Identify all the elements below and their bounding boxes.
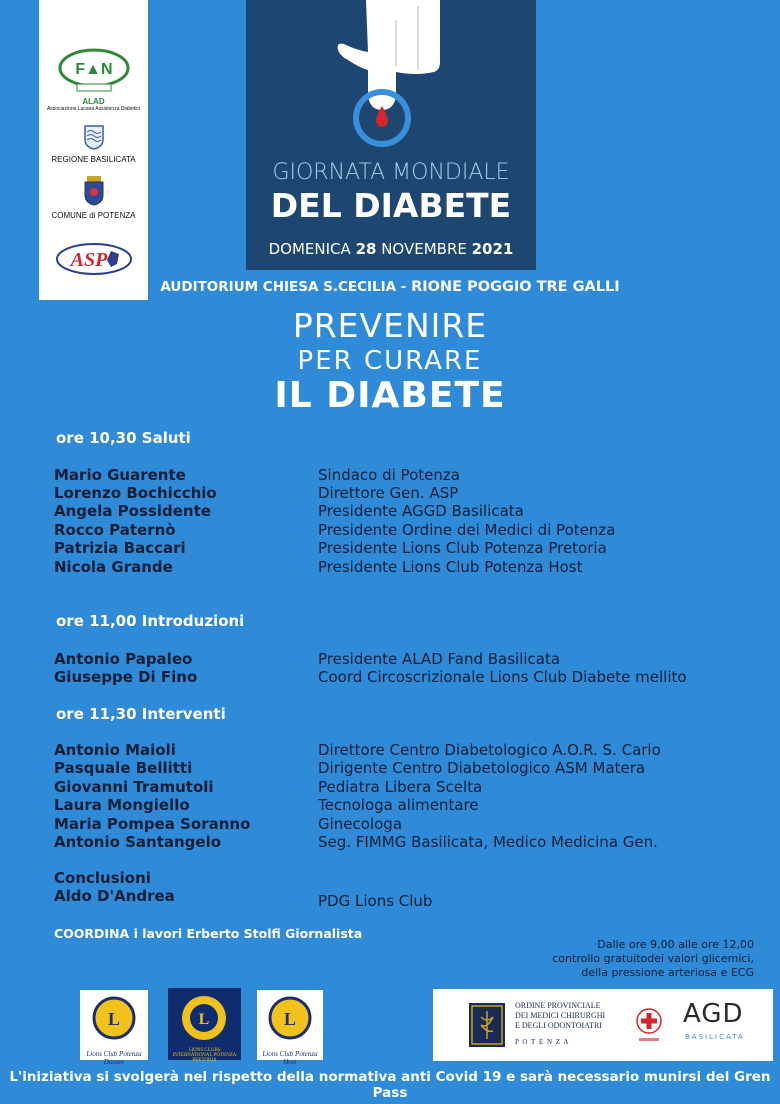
asp-logo xyxy=(39,242,148,281)
lions-logo-icon xyxy=(257,990,323,1046)
event-date: DOMENICA 28 NOVEMBRE 2021 xyxy=(268,240,514,258)
section-introduzioni-title: ore 11,00 Introduzioni xyxy=(56,612,245,630)
regione-label: REGIONE BASILICATA xyxy=(51,155,136,164)
program-row: Antonio Papaleo Presidente ALAD Fand Basilicata xyxy=(54,650,561,668)
lions-club-duomo-logo xyxy=(80,990,148,1066)
program-row: Pasquale Bellitti Dirigente Centro Diabetologico ASM Matera xyxy=(54,759,646,777)
lions-international-logo-icon xyxy=(168,988,241,1044)
program-row: Patrizia Baccari Presidente Lions Club Potenza Pretoria xyxy=(54,539,607,557)
svg-text:L: L xyxy=(107,1009,121,1029)
lions-host-caption: Lions Club Potenza Host xyxy=(262,1050,318,1066)
program-row: Rocco Paternò Presidente Ordine dei Medici di Potenza xyxy=(54,521,616,539)
program-row: Laura Mongiello Tecnologa alimentare xyxy=(54,796,479,814)
agd-logo: AGD xyxy=(683,999,744,1029)
program-row: Giovanni Tramutoli Pediatra Libera Scelta xyxy=(54,778,483,796)
program-row: Angela Possidente Presidente AGGD Basilicata xyxy=(54,502,524,520)
event-header xyxy=(246,0,536,270)
regione-basilicata-crest xyxy=(39,124,148,164)
coordinator-line: COORDINA i lavori Erberto Stolfi Giornalista xyxy=(54,926,363,941)
svg-text:ASP: ASP xyxy=(70,249,107,271)
svg-text:F▲N: F▲N xyxy=(74,61,113,78)
section-interventi-title: ore 11,30 Interventi xyxy=(56,705,226,723)
conclusioni-label-row: Conclusioni xyxy=(54,869,151,887)
program-row: Antonio Maioli Direttore Centro Diabetologico A.O.R. S. Carlo xyxy=(54,741,661,759)
comune-potenza-crest xyxy=(39,176,148,220)
agd-sub: BASILICATA xyxy=(685,1033,745,1041)
screening-note: Dalle ore 9,00 alle ore 12,00 controllo gratuitodei valori glicemici, della pressione arteriosa e ECG xyxy=(552,938,754,979)
program-row: Nicola Grande Presidente Lions Club Potenza Host xyxy=(54,558,583,576)
svg-text:L: L xyxy=(198,1011,210,1028)
program-row: Giuseppe Di Fino Coord Circoscrizionale Lions Club Diabete mellito xyxy=(54,668,687,686)
lions-duomo-caption: Lions Club Potenza Duomo xyxy=(86,1050,142,1066)
program-row: Maria Pompea Soranno Ginecologa xyxy=(54,815,403,833)
lions-logo-icon xyxy=(80,990,148,1046)
ordine-medici-crest-icon xyxy=(469,1003,505,1047)
section-saluti-title: ore 10,30 Saluti xyxy=(56,429,191,447)
svg-text:L: L xyxy=(283,1009,297,1029)
program-row: Lorenzo Bochicchio Direttore Gen. ASP xyxy=(54,484,459,502)
program-row: Aldo D'Andrea PDG Lions Club xyxy=(54,887,433,910)
partner-logos-panel xyxy=(433,989,773,1061)
program-row: Antonio Santangelo Seg. FIMMG Basilicata, Medico Medicina Gen. xyxy=(54,833,658,851)
comune-label: COMUNE di POTENZA xyxy=(51,211,136,220)
alad-label: ALAD xyxy=(82,97,105,106)
lions-pretoria-logo xyxy=(168,988,241,1063)
slogan-line1: PREVENIRE xyxy=(292,306,488,345)
ordine-medici-text: ORDINE PROVINCIALE DEI MEDICI CHIRURGHI E DEGLI ODONTOIATRI P O T E N Z A xyxy=(515,1001,606,1046)
alad-fand-logo xyxy=(39,48,148,112)
red-cross-icon xyxy=(635,1007,663,1047)
footer-covid-notice: L'iniziativa si svolgerà nel rispetto della normativa anti Covid 19 e sarà necessario munirsi del Gren Pass xyxy=(9,1069,771,1101)
slogan-line2: PER CURARE xyxy=(297,346,483,376)
lions-club-host-logo xyxy=(257,990,323,1066)
finger-blood-drop-icon xyxy=(296,0,486,150)
event-title-line1: GIORNATA MONDIALE xyxy=(272,160,510,185)
alad-sub: Associazione Lucana Assistenza Diabetici xyxy=(46,106,141,112)
lions-pretoria-caption: LIONS CLUBS INTERNATIONAL POTENZA PRETORIA xyxy=(172,1048,237,1063)
program-row: Mario Guarente Sindaco di Potenza xyxy=(54,466,460,484)
sponsor-logos-panel xyxy=(39,0,148,300)
event-title-line2: DEL DIABETE xyxy=(270,186,512,225)
slogan-line3: IL DIABETE xyxy=(274,375,506,416)
event-venue: AUDITORIUM CHIESA S.CECILIA - RIONE POGGIO TRE GALLI xyxy=(160,279,620,295)
